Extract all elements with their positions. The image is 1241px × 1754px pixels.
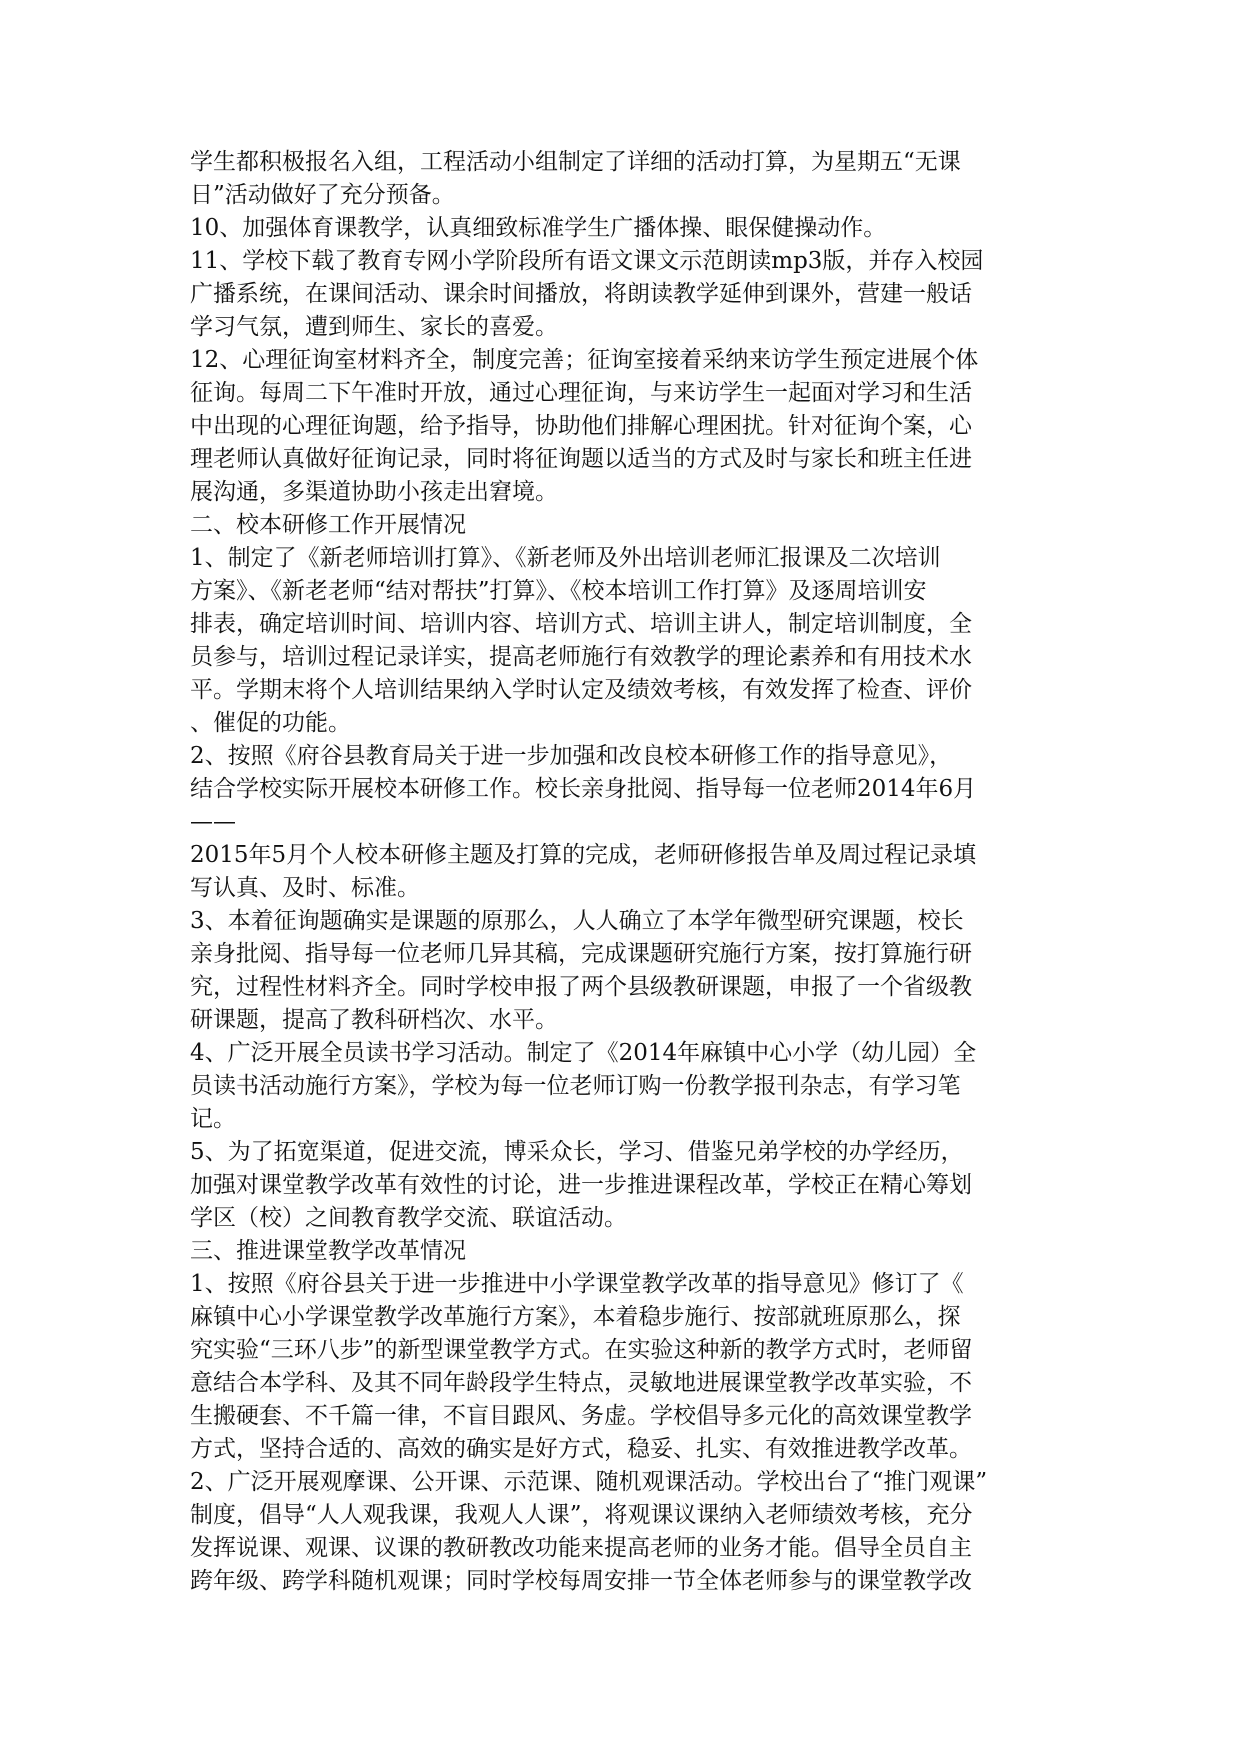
text-line: 方案》、《新老老师“结对帮扶”打算》、《校本培训工作打算》及逐周培训安 [190, 578, 927, 604]
text-line: 广播系统，在课间活动、课余时间播放，将朗读教学延伸到课外，营建一般话 [190, 281, 972, 307]
text-line: 意结合本学科、及其不同年龄段学生特点，灵敏地进展课堂教学改革实验，不 [190, 1370, 972, 1396]
text-line: 、催促的功能。 [190, 710, 351, 736]
text-line: 展沟通，多渠道协助小孩走出窘境。 [190, 479, 558, 505]
text-line: 方式，坚持合适的、高效的确实是好方式，稳妥、扎实、有效推进教学改革。 [190, 1436, 972, 1462]
text-line: 1、制定了《新老师培训打算》、《新老师及外出培训老师汇报课及二次培训 [190, 545, 941, 571]
text-line: 麻镇中心小学课堂教学改革施行方案》，本着稳步施行、按部就班原那么，探 [190, 1304, 961, 1330]
text-line: 记。 [190, 1106, 236, 1132]
text-line: 2、按照《府谷县教育局关于进一步加强和改良校本研修工作的指导意见》， [190, 743, 953, 769]
text-line: 研课题，提高了教科研档次、水平。 [190, 1007, 558, 1033]
text-line: 员参与，培训过程记录详实，提高老师施行有效教学的理论素养和有用技术水 [190, 644, 972, 670]
text-line: 理老师认真做好征询记录，同时将征询题以适当的方式及时与家长和班主任进 [190, 446, 972, 472]
section-heading: 二、校本研修工作开展情况 [190, 512, 466, 538]
document-body [190, 146, 1050, 1598]
text-line: 加强对课堂教学改革有效性的讨论，进一步推进课程改革，学校正在精心筹划 [190, 1172, 972, 1198]
text-line: 跨年级、跨学科随机观课；同时学校每周安排一节全体老师参与的课堂教学改 [190, 1568, 972, 1594]
text-line: 2、广泛开展观摩课、公开课、示范课、随机观课活动。学校出台了“推门观课” [190, 1469, 988, 1495]
text-line: 3、本着征询题确实是课题的原那么，人人确立了本学年微型研究课题，校长 [190, 908, 964, 934]
text-line: 10、加强体育课教学，认真细致标准学生广播体操、眼保健操动作。 [190, 215, 887, 241]
text-line: 究实验“三环八步”的新型课堂教学方式。在实验这种新的教学方式时，老师留 [190, 1337, 973, 1363]
text-line: 11、学校下载了教育专网小学阶段所有语文课文示范朗读mp3版，并存入校园 [190, 248, 984, 274]
text-line: 平。学期末将个人培训结果纳入学时认定及绩效考核，有效发挥了检查、评价 [190, 677, 972, 703]
text-line: 学习气氛，遭到师生、家长的喜爱。 [190, 314, 558, 340]
text-line: 1、按照《府谷县关于进一步推进中小学课堂教学改革的指导意见》修订了《 [190, 1271, 964, 1297]
text-line: 征询。每周二下午准时开放，通过心理征询，与来访学生一起面对学习和生活 [190, 380, 972, 406]
text-line: 排表，确定培训时间、培训内容、培训方式、培训主讲人，制定培训制度，全 [190, 611, 972, 637]
text-line: 学生都积极报名入组，工程活动小组制定了详细的活动打算，为星期五“无课 [190, 149, 961, 175]
section-heading: 三、推进课堂教学改革情况 [190, 1238, 466, 1264]
text-line: 员读书活动施行方案》，学校为每一位老师订购一份教学报刊杂志，有学习笔 [190, 1073, 961, 1099]
text-line: 亲身批阅、指导每一位老师几异其稿，完成课题研究施行方案，按打算施行研 [190, 941, 972, 967]
text-line: 5、为了拓宽渠道，促进交流，博采众长，学习、借鉴兄弟学校的办学经历， [190, 1139, 964, 1165]
text-line: 12、心理征询室材料齐全，制度完善；征询室接着采纳来访学生预定进展个体 [190, 347, 979, 373]
text-line: 日”活动做好了充分预备。 [190, 182, 455, 208]
text-line: —— [190, 809, 236, 835]
text-line: 2015年5月个人校本研修主题及打算的完成，老师研修报告单及周过程记录填 [190, 842, 977, 868]
text-line: 中出现的心理征询题，给予指导，协助他们排解心理困扰。针对征询个案，心 [190, 413, 972, 439]
text-line: 制度，倡导“人人观我课，我观人人课”，将观课议课纳入老师绩效考核，充分 [190, 1502, 973, 1528]
text-line: 发挥说课、观课、议课的教研教改功能来提高老师的业务才能。倡导全员自主 [190, 1535, 972, 1561]
text-line: 究，过程性材料齐全。同时学校申报了两个县级教研课题，申报了一个省级教 [190, 974, 972, 1000]
text-line: 学区（校）之间教育教学交流、联谊活动。 [190, 1205, 627, 1231]
text-line: 4、广泛开展全员读书学习活动。制定了《2014年麻镇中心小学（幼儿园）全 [190, 1040, 977, 1066]
text-line: 写认真、及时、标准。 [190, 875, 420, 901]
text-line: 生搬硬套、不千篇一律，不盲目跟风、务虚。学校倡导多元化的高效课堂教学 [190, 1403, 972, 1429]
text-line: 结合学校实际开展校本研修工作。校长亲身批阅、指导每一位老师2014年6月 [190, 776, 977, 802]
